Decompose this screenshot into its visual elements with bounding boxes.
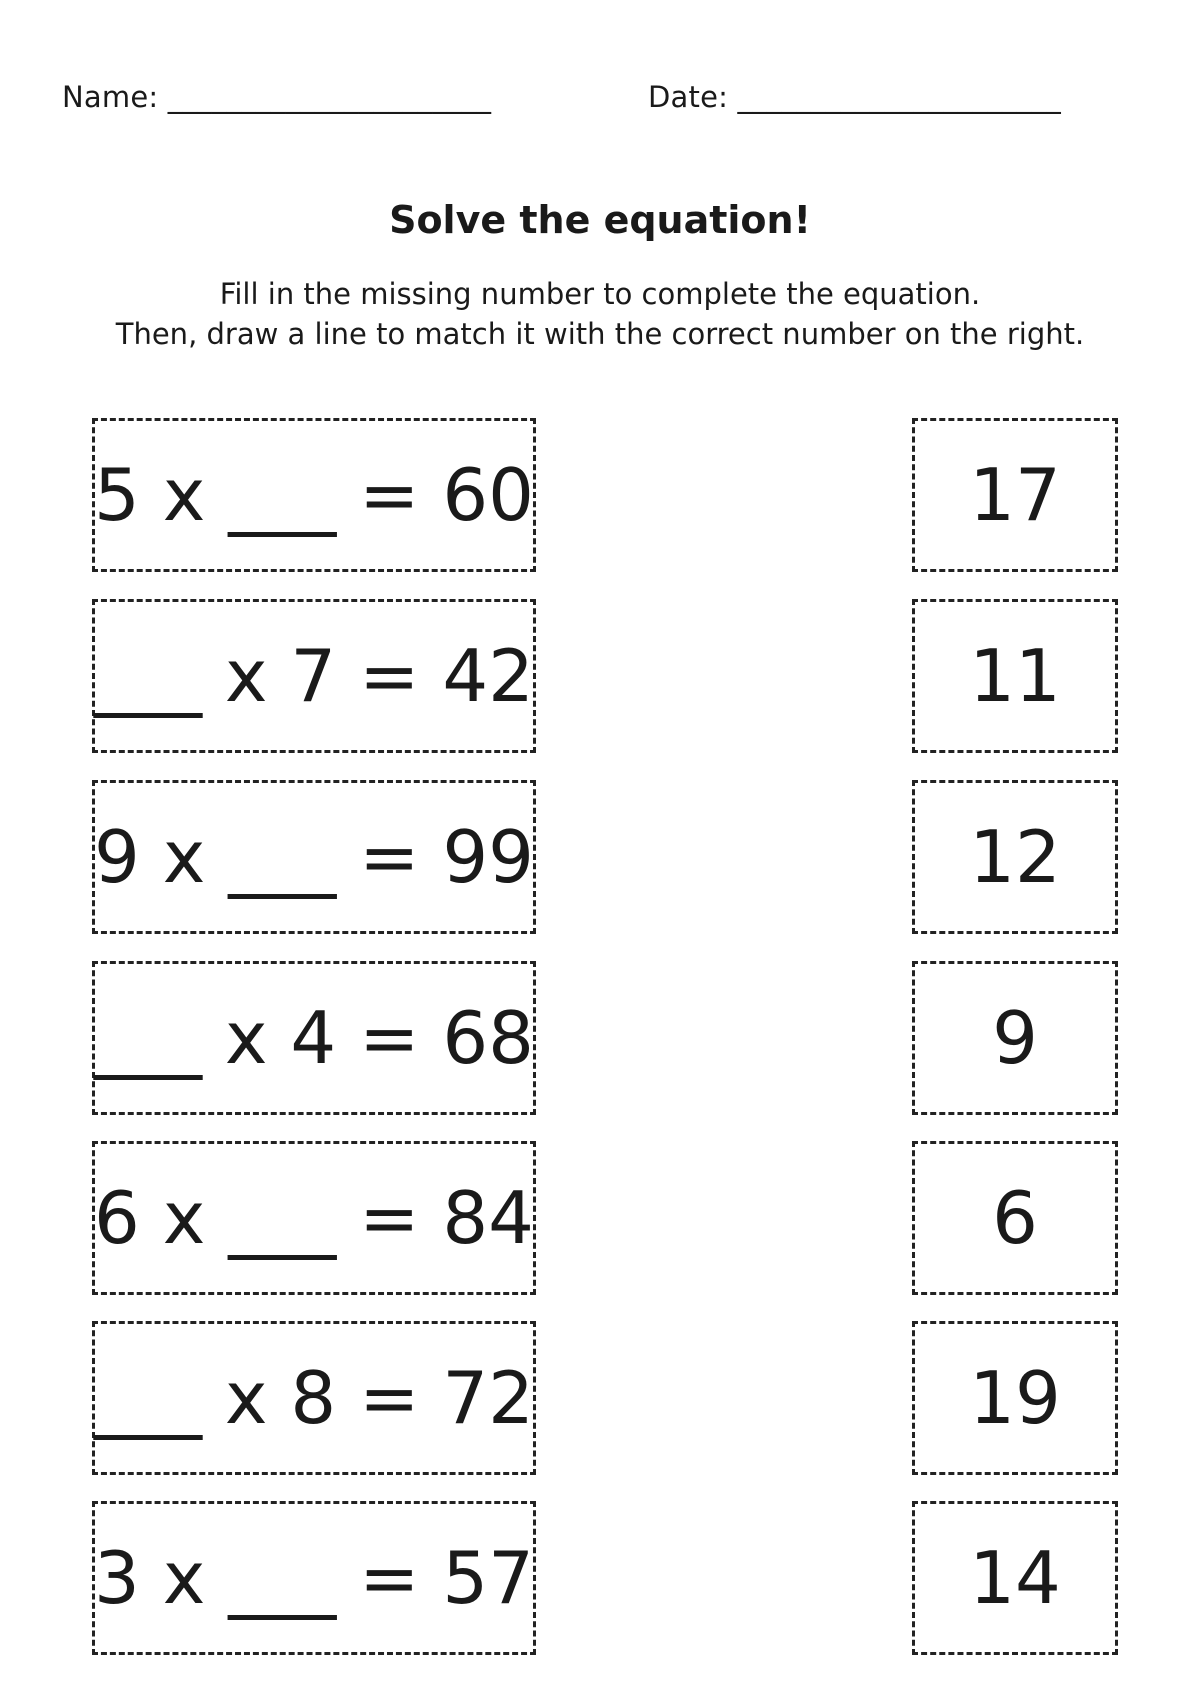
answer-box-3[interactable]: 12 xyxy=(912,780,1118,934)
date-field[interactable]: Date: ______________________ xyxy=(648,80,1061,114)
equation-box-2[interactable]: ___ x 7 = 42 xyxy=(92,599,536,753)
answer-box-2[interactable]: 11 xyxy=(912,599,1118,753)
answer-box-5[interactable]: 6 xyxy=(912,1141,1118,1295)
answer-box-7[interactable]: 14 xyxy=(912,1501,1118,1655)
instruction-line-1: Fill in the missing number to complete the equation. xyxy=(219,277,981,311)
equation-box-6[interactable]: ___ x 8 = 72 xyxy=(92,1321,536,1475)
worksheet-title: Solve the equation! xyxy=(389,198,811,242)
answer-box-6[interactable]: 19 xyxy=(912,1321,1118,1475)
equation-box-4[interactable]: ___ x 4 = 68 xyxy=(92,961,536,1115)
equation-box-3[interactable]: 9 x ___ = 99 xyxy=(92,780,536,934)
equation-box-7[interactable]: 3 x ___ = 57 xyxy=(92,1501,536,1655)
name-field[interactable]: Name: ______________________ xyxy=(62,80,492,114)
answer-box-4[interactable]: 9 xyxy=(912,961,1118,1115)
equation-box-5[interactable]: 6 x ___ = 84 xyxy=(92,1141,536,1295)
instructions xyxy=(0,274,1200,354)
equation-box-1[interactable]: 5 x ___ = 60 xyxy=(92,418,536,572)
answer-box-1[interactable]: 17 xyxy=(912,418,1118,572)
instruction-line-2: Then, draw a line to match it with the correct number on the right. xyxy=(115,317,1085,351)
